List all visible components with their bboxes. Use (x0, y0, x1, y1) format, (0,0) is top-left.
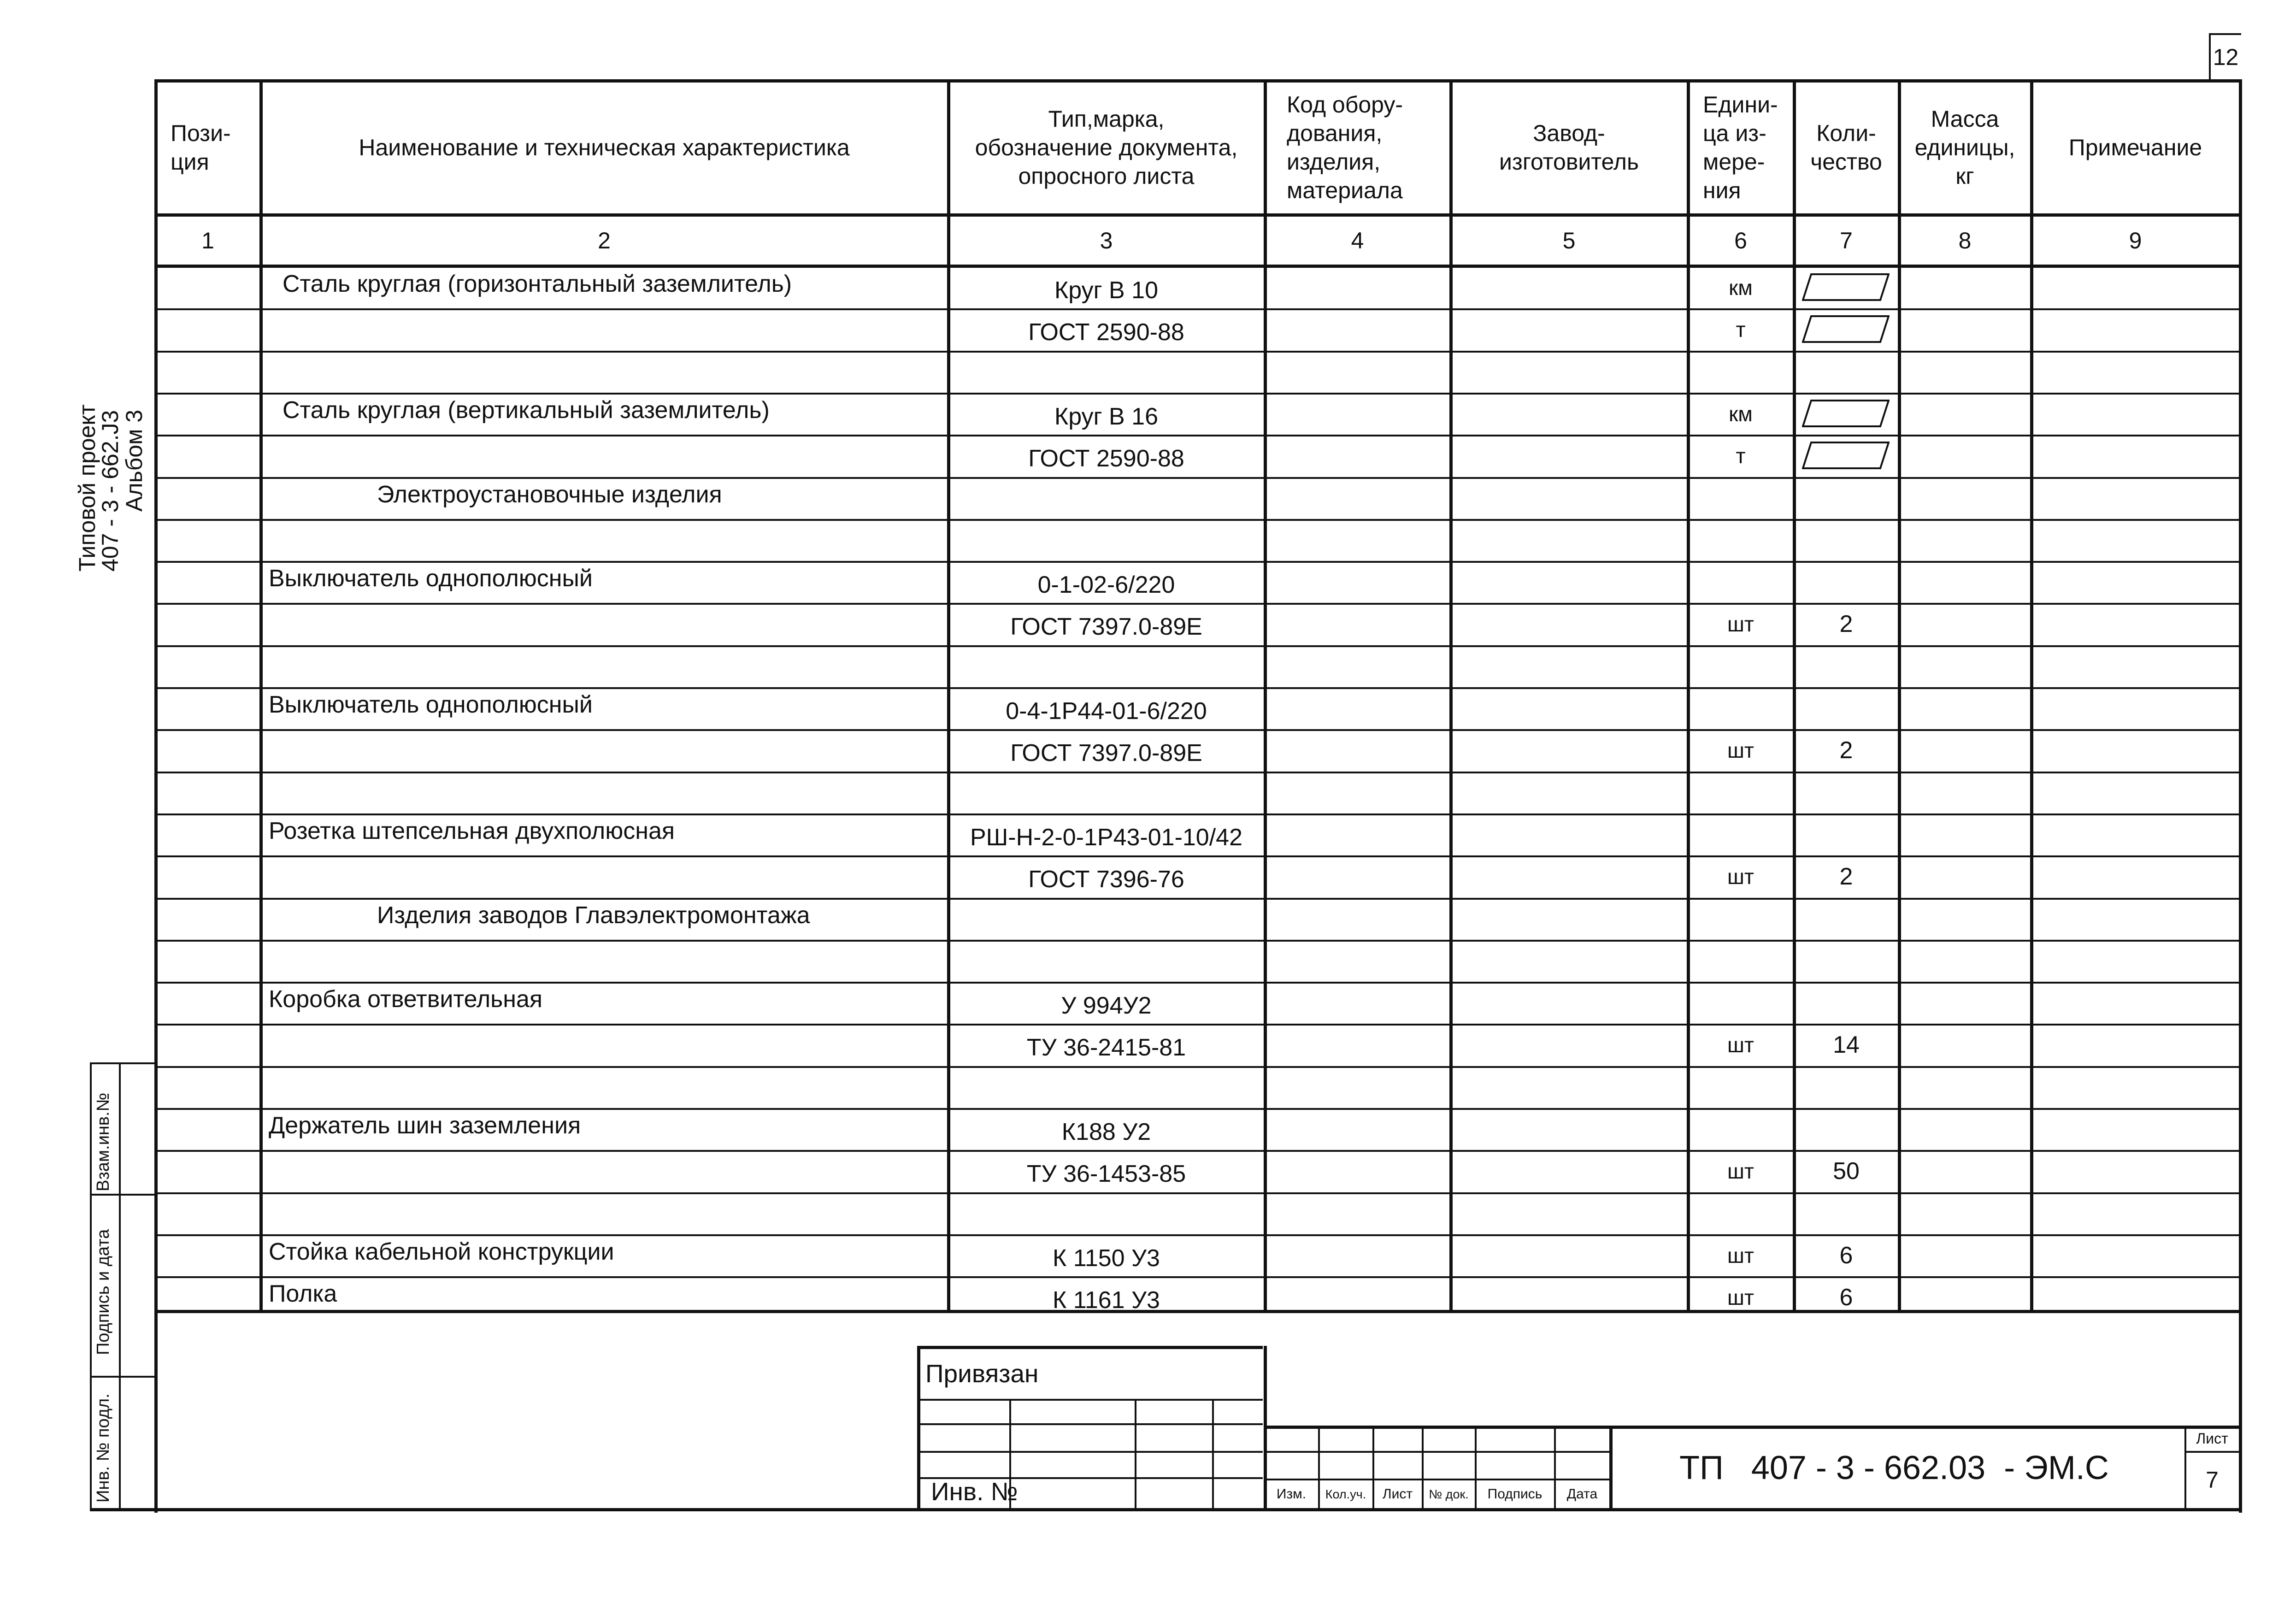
row-qty (1795, 772, 1897, 813)
row-type: У 994У2 (1061, 992, 1152, 1019)
row-qty (1795, 645, 1897, 687)
row-qty (1795, 519, 1897, 561)
colnum-8: 8 (1958, 228, 1972, 253)
row-qty (1795, 982, 1897, 1024)
row-name: Стойка кабельной конструкции (269, 1238, 614, 1265)
row-qty: 50 (1833, 1157, 1860, 1185)
row-type: К188 У2 (1061, 1118, 1151, 1145)
row-unit (1689, 898, 1792, 940)
row-type: ГОСТ 2590-88 (1028, 445, 1184, 472)
colnum-6: 6 (1734, 228, 1747, 253)
stamp-inv: Инв. № подл. (94, 1393, 113, 1503)
row-name: Сталь круглая (горизонтальный заземлитель) (283, 271, 792, 297)
rev-kol: Кол.уч. (1325, 1487, 1366, 1501)
header-unit: Едини- ца из- мере- ния (1703, 92, 1778, 203)
project-line-1: Типовой проект (74, 404, 100, 572)
row-name: Розетка штепсельная двухполюсная (269, 818, 675, 844)
row-name: Полка (269, 1280, 337, 1307)
sheet-label: Лист (2196, 1430, 2228, 1447)
row-unit: т (1736, 317, 1746, 342)
row-unit: шт (1727, 1243, 1754, 1267)
colnum-9: 9 (2129, 228, 2142, 253)
colnum-4: 4 (1351, 228, 1364, 253)
row-type: К 1150 У3 (1053, 1244, 1160, 1272)
row-name: Выключатель однополюсный (269, 691, 593, 718)
row-unit (1689, 982, 1792, 1024)
row-type: ТУ 36-2415-81 (1026, 1034, 1186, 1061)
row-name: Выключатель однополюсный (269, 565, 593, 592)
row-qty: 2 (1839, 737, 1853, 764)
row-type (949, 645, 1263, 687)
row-unit (1689, 940, 1792, 982)
row-unit (1689, 351, 1792, 393)
row-type: ГОСТ 7397.0-89Е (1010, 613, 1202, 640)
header-bottom (154, 213, 2242, 217)
row-type: ТУ 36-1453-85 (1026, 1160, 1186, 1187)
row-qty (1795, 1192, 1897, 1234)
row-qty: 6 (1839, 1242, 1853, 1269)
row-type: РШ-Н-2-0-1Р43-01-10/42 (970, 824, 1243, 851)
row-type: ГОСТ 7396-76 (1028, 866, 1184, 893)
row-unit: км (1729, 401, 1753, 426)
row-type: 0-4-1Р44-01-6/220 (1006, 697, 1207, 725)
header-mass: Масса единицы, кг (1914, 106, 2015, 189)
row-unit (1689, 813, 1792, 855)
row-unit: шт (1727, 864, 1754, 889)
row-unit: км (1729, 275, 1753, 300)
row-qty (1795, 477, 1897, 519)
row-qty (1795, 1108, 1897, 1150)
row-qty: 6 (1839, 1284, 1853, 1311)
row-qty (1795, 561, 1897, 603)
row-type: Круг В 10 (1054, 277, 1158, 304)
stamp-vzam: Взам.инв.№ (94, 1092, 113, 1191)
header-name: Наименование и техническая характеристика (359, 135, 850, 160)
sheet-number: 7 (2206, 1467, 2219, 1493)
row-name: Электроустановочные изделия (377, 481, 722, 508)
row-type (949, 898, 1263, 940)
privyazan-label: Привязан (925, 1359, 1039, 1388)
corner-sheet-number: 12 (2213, 44, 2239, 70)
row-unit: шт (1727, 1159, 1754, 1183)
row-type: ГОСТ 2590-88 (1028, 318, 1184, 346)
row-type (949, 519, 1263, 561)
row-qty (1795, 940, 1897, 982)
row-unit (1689, 687, 1792, 729)
row-unit (1689, 519, 1792, 561)
project-line-2: 407 - 3 - 662.J3 (97, 410, 123, 572)
header-qty: Коли- чество (1810, 120, 1882, 175)
row-unit: т (1736, 443, 1746, 468)
row-type (949, 477, 1263, 519)
row-unit (1689, 1192, 1792, 1234)
row-qty: 14 (1833, 1031, 1860, 1058)
row-type (949, 772, 1263, 813)
row-type (949, 1066, 1263, 1108)
colnum-5: 5 (1562, 228, 1576, 253)
rev-izm: Изм. (1276, 1486, 1307, 1502)
qty-placeholder-box (1802, 315, 1890, 343)
row-qty: 2 (1839, 610, 1853, 637)
rev-list: Лист (1382, 1486, 1413, 1502)
row-qty (1795, 898, 1897, 940)
header-note: Примечание (2068, 135, 2202, 160)
row-unit (1689, 645, 1792, 687)
row-unit (1689, 1108, 1792, 1150)
qty-placeholder-box (1802, 399, 1890, 428)
rev-ndok: № док. (1429, 1487, 1469, 1501)
inv-no-label: Инв. № (931, 1477, 1018, 1506)
frame-right (2239, 79, 2242, 1513)
header-position: Пози- ция (171, 120, 231, 175)
rev-podpis: Подпись (1487, 1486, 1542, 1502)
row-type: Круг В 16 (1054, 403, 1158, 430)
header-plant: Завод- изготовитель (1499, 120, 1639, 175)
row-type: К 1161 У3 (1053, 1286, 1160, 1314)
document-code: ТП 407 - 3 - 662.03 - ЭМ.С (1679, 1450, 2109, 1486)
row-unit: шт (1727, 1285, 1754, 1309)
rev-data: Дата (1566, 1486, 1598, 1502)
row-unit (1689, 1066, 1792, 1108)
row-type (949, 351, 1263, 393)
row-unit: шт (1727, 612, 1754, 636)
row-qty (1795, 687, 1897, 729)
row-name: Держатель шин заземления (269, 1112, 581, 1139)
row-unit (1689, 561, 1792, 603)
qty-placeholder-box (1802, 441, 1890, 470)
header-type: Тип,марка, обозначение документа, опросного листа (975, 106, 1238, 189)
row-name: Изделия заводов Главэлектромонтажа (377, 902, 810, 929)
row-unit: шт (1727, 738, 1754, 762)
row-name: Коробка ответвительная (269, 986, 543, 1013)
row-type: 0-1-02-6/220 (1037, 571, 1175, 598)
colnum-3: 3 (1100, 228, 1113, 253)
colnum-7: 7 (1840, 228, 1853, 253)
row-type: ГОСТ 7397.0-89Е (1010, 739, 1202, 766)
stamp-podpis: Подпись и дата (94, 1229, 113, 1355)
colnum-1: 1 (201, 228, 214, 253)
row-unit (1689, 772, 1792, 813)
row-type (949, 940, 1263, 982)
row-type (949, 1192, 1263, 1234)
colnum-2: 2 (598, 228, 611, 253)
header-code: Код обору- дования, изделия, материала (1287, 92, 1403, 203)
row-name: Сталь круглая (вертикальный заземлитель) (283, 397, 770, 424)
frame-left (154, 79, 158, 1513)
row-unit: шт (1727, 1032, 1754, 1057)
frame-bottom (90, 1508, 2242, 1511)
row-qty (1795, 351, 1897, 393)
row-qty (1795, 813, 1897, 855)
qty-placeholder-box (1802, 273, 1890, 301)
row-qty (1795, 1066, 1897, 1108)
row-unit (1689, 477, 1792, 519)
project-line-3: Альбом 3 (121, 409, 147, 512)
row-qty: 2 (1839, 863, 1853, 890)
